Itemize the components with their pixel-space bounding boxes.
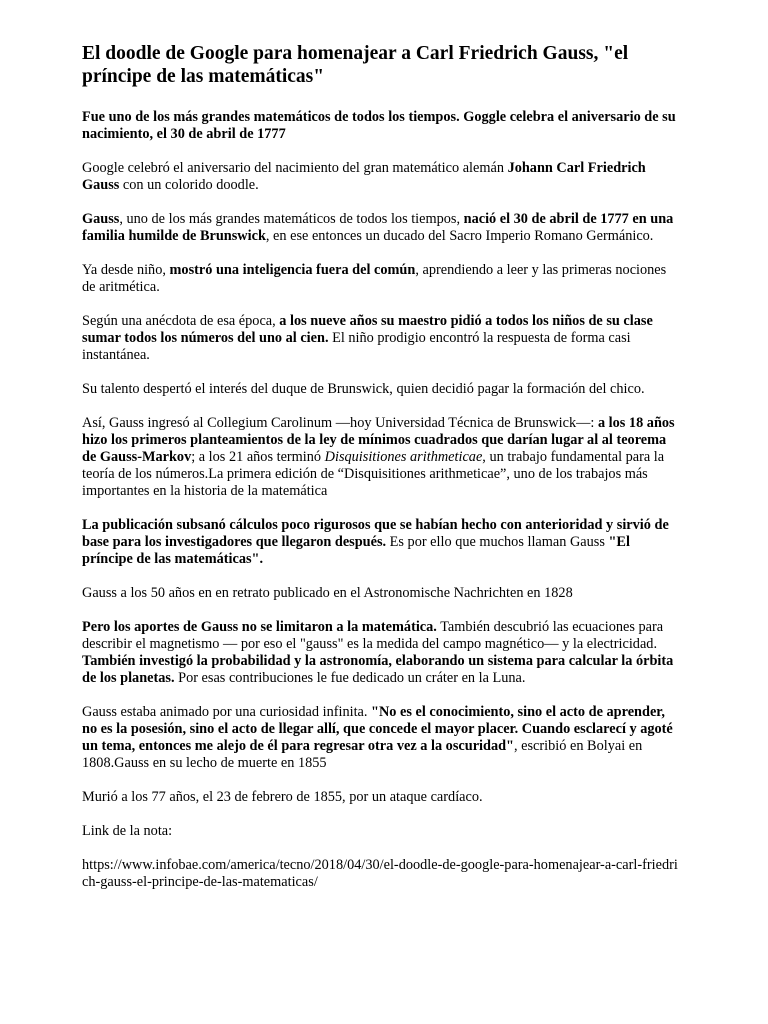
link-label: Link de la nota: bbox=[82, 823, 173, 839]
paragraph-10 bbox=[82, 704, 682, 772]
paragraph-10-text-a: Gauss estaba animado por una curiosidad infinita. bbox=[82, 704, 372, 720]
paragraph-4 bbox=[82, 313, 682, 364]
article-title: El doodle de Google para homenajear a Carl Friedrich Gauss, "el príncipe de las matemáticas" bbox=[82, 43, 629, 87]
paragraph-10-text-c: , escribió en Bolyai en 1808.Gauss en su lecho de muerte en 1855 bbox=[82, 738, 643, 771]
paragraph-5: Su talento despertó el interés del duque de Brunswick, quien decidió pagar la formación del chico. bbox=[82, 381, 645, 397]
paragraph-2 bbox=[82, 211, 682, 245]
paragraph-1-text-c: con un colorido doodle. bbox=[119, 177, 259, 193]
paragraph-3 bbox=[82, 262, 682, 296]
paragraph-2-bold-a: Gauss bbox=[82, 211, 120, 227]
paragraph-3-text-c: , aprendiendo a leer y las primeras nociones de aritmética. bbox=[82, 262, 667, 295]
paragraph-9-bold-c: También investigó la probabilidad y la astronomía, elaborando un sistema para calcular la órbita de los planetas. bbox=[82, 653, 674, 686]
paragraph-6-text-e: , un trabajo fundamental para la teoría de los números.La primera edición de “Disquisitiones arithmeticae”, uno de los trabajos más importantes en la historia de la matemática bbox=[82, 449, 665, 499]
paragraph-2-text-d: , en ese entonces un ducado del Sacro Imperio Romano Germánico. bbox=[265, 228, 654, 244]
paragraph-4-bold-b: a los nueve años su maestro pidió a todos los niños de su clase sumar todos los números del uno al cien. bbox=[82, 313, 653, 346]
paragraph-6 bbox=[82, 415, 682, 500]
paragraph-6-text-c: ; a los 21 años terminó bbox=[191, 449, 325, 465]
paragraph-6-bold-b: a los 18 años hizo los primeros planteamientos de la ley de mínimos cuadrados que darían lugar al al teorema de Gauss-Markov bbox=[82, 415, 675, 465]
paragraph-6-italic-d: Disquisitiones arithmeticae bbox=[324, 449, 483, 465]
paragraph-9-text-b: También descubrió las ecuaciones para describir el magnetismo — por eso el "gauss" es la medida del campo magnético— y la electricidad. bbox=[82, 619, 664, 652]
paragraph-2-text-b: , uno de los más grandes matemáticos de todos los tiempos, bbox=[119, 211, 464, 227]
paragraph-10-bold-b: "No es el conocimiento, sino el acto de aprender, no es la posesión, sino el acto de llegar allí, que concede el mayor placer. Cuando esclarecí y agoté un tema, entonces me alejo de él para regresar otra vez a la oscuridad" bbox=[82, 704, 673, 754]
paragraph-8: Gauss a los 50 años en en retrato publicado en el Astronomische Nachrichten en 1828 bbox=[82, 585, 573, 601]
link-url[interactable]: https://www.infobae.com/america/tecno/2018/04/30/el-doodle-de-google-para-homenajear-a-carl-friedrich-gauss-el-principe-de-las-matematicas/ bbox=[82, 857, 678, 890]
paragraph-7 bbox=[82, 517, 682, 568]
paragraph-7-bold-a: La publicación subsanó cálculos poco rigurosos que se habían hecho con anterioridad y sirvió de base para los investigadores que llegaron después. bbox=[82, 517, 669, 550]
paragraph-1-bold-b: Johann Carl Friedrich Gauss bbox=[82, 160, 646, 193]
paragraph-9-bold-a: Pero los aportes de Gauss no se limitaron a la matemática. bbox=[82, 619, 437, 635]
paragraph-7-bold-c: "El príncipe de las matemáticas". bbox=[82, 534, 630, 567]
paragraph-9 bbox=[82, 619, 682, 687]
paragraph-1 bbox=[82, 160, 682, 194]
paragraph-11: Murió a los 77 años, el 23 de febrero de 1855, por un ataque cardíaco. bbox=[82, 789, 483, 805]
article-subtitle: Fue uno de los más grandes matemáticos de todos los tiempos. Goggle celebra el aniversario de su nacimiento, el 30 de abril de 1777 bbox=[82, 109, 676, 142]
paragraph-4-text-c: El niño prodigio encontró la respuesta de forma casi instantánea. bbox=[82, 330, 631, 363]
paragraph-6-text-a: Así, Gauss ingresó al Collegium Carolinum —hoy Universidad Técnica de Brunswick—: bbox=[82, 415, 598, 431]
paragraph-3-bold-b: mostró una inteligencia fuera del común bbox=[169, 262, 416, 278]
paragraph-7-text-b: Es por ello que muchos llaman Gauss bbox=[386, 534, 609, 550]
paragraph-1-text-a: Google celebró el aniversario del nacimiento del gran matemático alemán bbox=[82, 160, 508, 176]
paragraph-3-text-a: Ya desde niño, bbox=[82, 262, 170, 278]
paragraph-2-bold-c: nació el 30 de abril de 1777 en una familia humilde de Brunswick bbox=[82, 211, 674, 244]
paragraph-4-text-a: Según una anécdota de esa época, bbox=[82, 313, 280, 329]
document-page bbox=[82, 42, 682, 908]
paragraph-9-text-d: Por esas contribuciones le fue dedicado un cráter en la Luna. bbox=[174, 670, 526, 686]
